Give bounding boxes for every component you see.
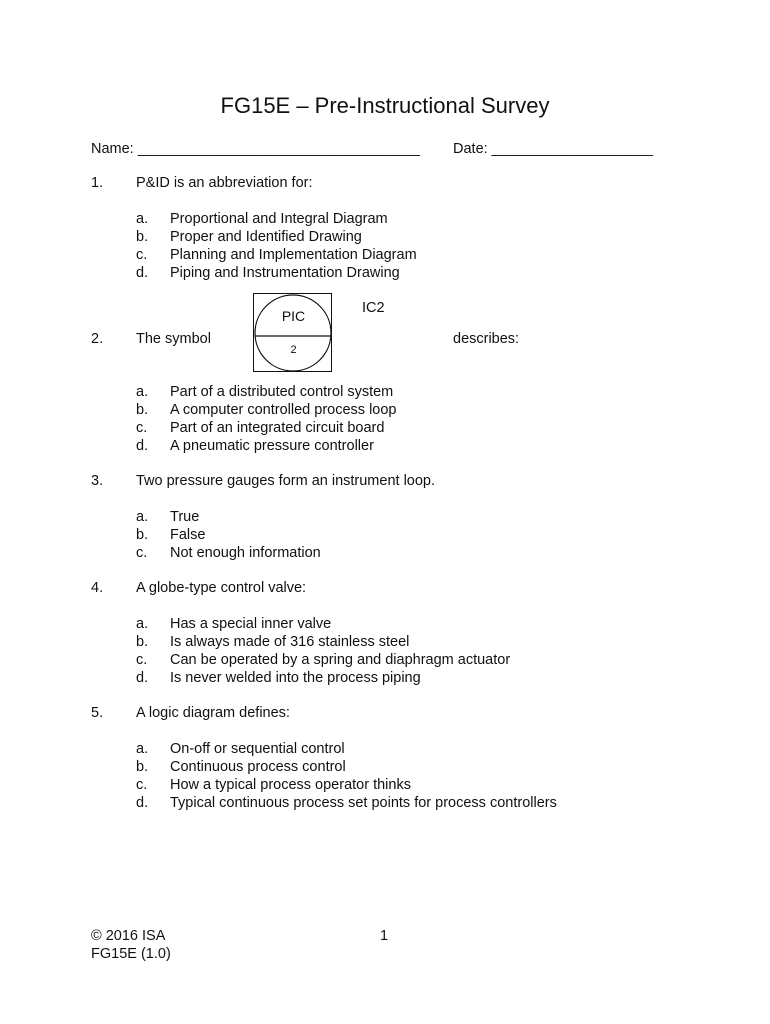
option-text: Part of an integrated circuit board xyxy=(170,420,385,436)
option-text: Has a special inner valve xyxy=(170,616,332,632)
option-letter: c. xyxy=(136,777,148,793)
option-text: False xyxy=(170,527,206,543)
option-text: Proper and Identified Drawing xyxy=(170,229,362,245)
option-letter: d. xyxy=(136,438,149,454)
option-text: Is always made of 316 stainless steel xyxy=(170,634,410,650)
option-text: A computer controlled process loop xyxy=(170,402,397,418)
option-text: Planning and Implementation Diagram xyxy=(170,247,417,263)
page-title: FG15E – Pre-Instructional Survey xyxy=(220,93,550,118)
question-number: 1. xyxy=(91,175,104,191)
instrument-symbol xyxy=(253,293,332,372)
option-letter: a. xyxy=(136,384,149,400)
option-letter: a. xyxy=(136,616,149,632)
shared-display-controller-icon xyxy=(254,294,333,373)
question-text-continued: describes: xyxy=(453,331,520,347)
name-field-line: Name: ___________________________________ xyxy=(91,141,420,157)
question-number: 4. xyxy=(91,580,104,596)
footer-doc-id: FG15E (1.0) xyxy=(91,946,171,962)
option-letter: c. xyxy=(136,420,148,436)
option-letter: d. xyxy=(136,670,149,686)
option-text: Typical continuous process set points for process controllers xyxy=(170,795,557,811)
question-text: A logic diagram defines: xyxy=(136,705,290,721)
option-letter: b. xyxy=(136,402,149,418)
option-letter: a. xyxy=(136,211,149,227)
question-text: Two pressure gauges form an instrument loop. xyxy=(136,473,436,489)
option-text: Piping and Instrumentation Drawing xyxy=(170,265,400,281)
loop-number: 2 xyxy=(290,344,297,356)
option-letter: b. xyxy=(136,759,149,775)
symbol-location-label: IC2 xyxy=(362,300,385,316)
footer-copyright: © 2016 ISA xyxy=(91,928,166,944)
option-letter: d. xyxy=(136,795,149,811)
option-text: Part of a distributed control system xyxy=(170,384,394,400)
option-letter: a. xyxy=(136,509,149,525)
option-text: Not enough information xyxy=(170,545,321,561)
option-letter: c. xyxy=(136,652,148,668)
question-number: 5. xyxy=(91,705,104,721)
option-text: On-off or sequential control xyxy=(170,741,345,757)
option-letter: c. xyxy=(136,545,148,561)
option-text: Can be operated by a spring and diaphragm actuator xyxy=(170,652,511,668)
option-letter: b. xyxy=(136,634,149,650)
question-text: The symbol xyxy=(136,331,211,347)
option-text: Proportional and Integral Diagram xyxy=(170,211,388,227)
instrument-tag: PIC xyxy=(281,308,306,324)
option-text: True xyxy=(170,509,200,525)
date-field-line: Date: ____________________ xyxy=(453,141,653,157)
question-number: 2. xyxy=(91,331,104,347)
page-number: 1 xyxy=(380,928,389,944)
option-text: Continuous process control xyxy=(170,759,346,775)
option-letter: c. xyxy=(136,247,148,263)
option-text: A pneumatic pressure controller xyxy=(170,438,374,454)
option-letter: d. xyxy=(136,265,149,281)
option-letter: a. xyxy=(136,741,149,757)
option-text: Is never welded into the process piping xyxy=(170,670,421,686)
question-text: P&ID is an abbreviation for: xyxy=(136,175,313,191)
option-letter: b. xyxy=(136,229,149,245)
question-text: A globe-type control valve: xyxy=(136,580,307,596)
question-number: 3. xyxy=(91,473,104,489)
option-text: How a typical process operator thinks xyxy=(170,777,411,793)
option-letter: b. xyxy=(136,527,149,543)
